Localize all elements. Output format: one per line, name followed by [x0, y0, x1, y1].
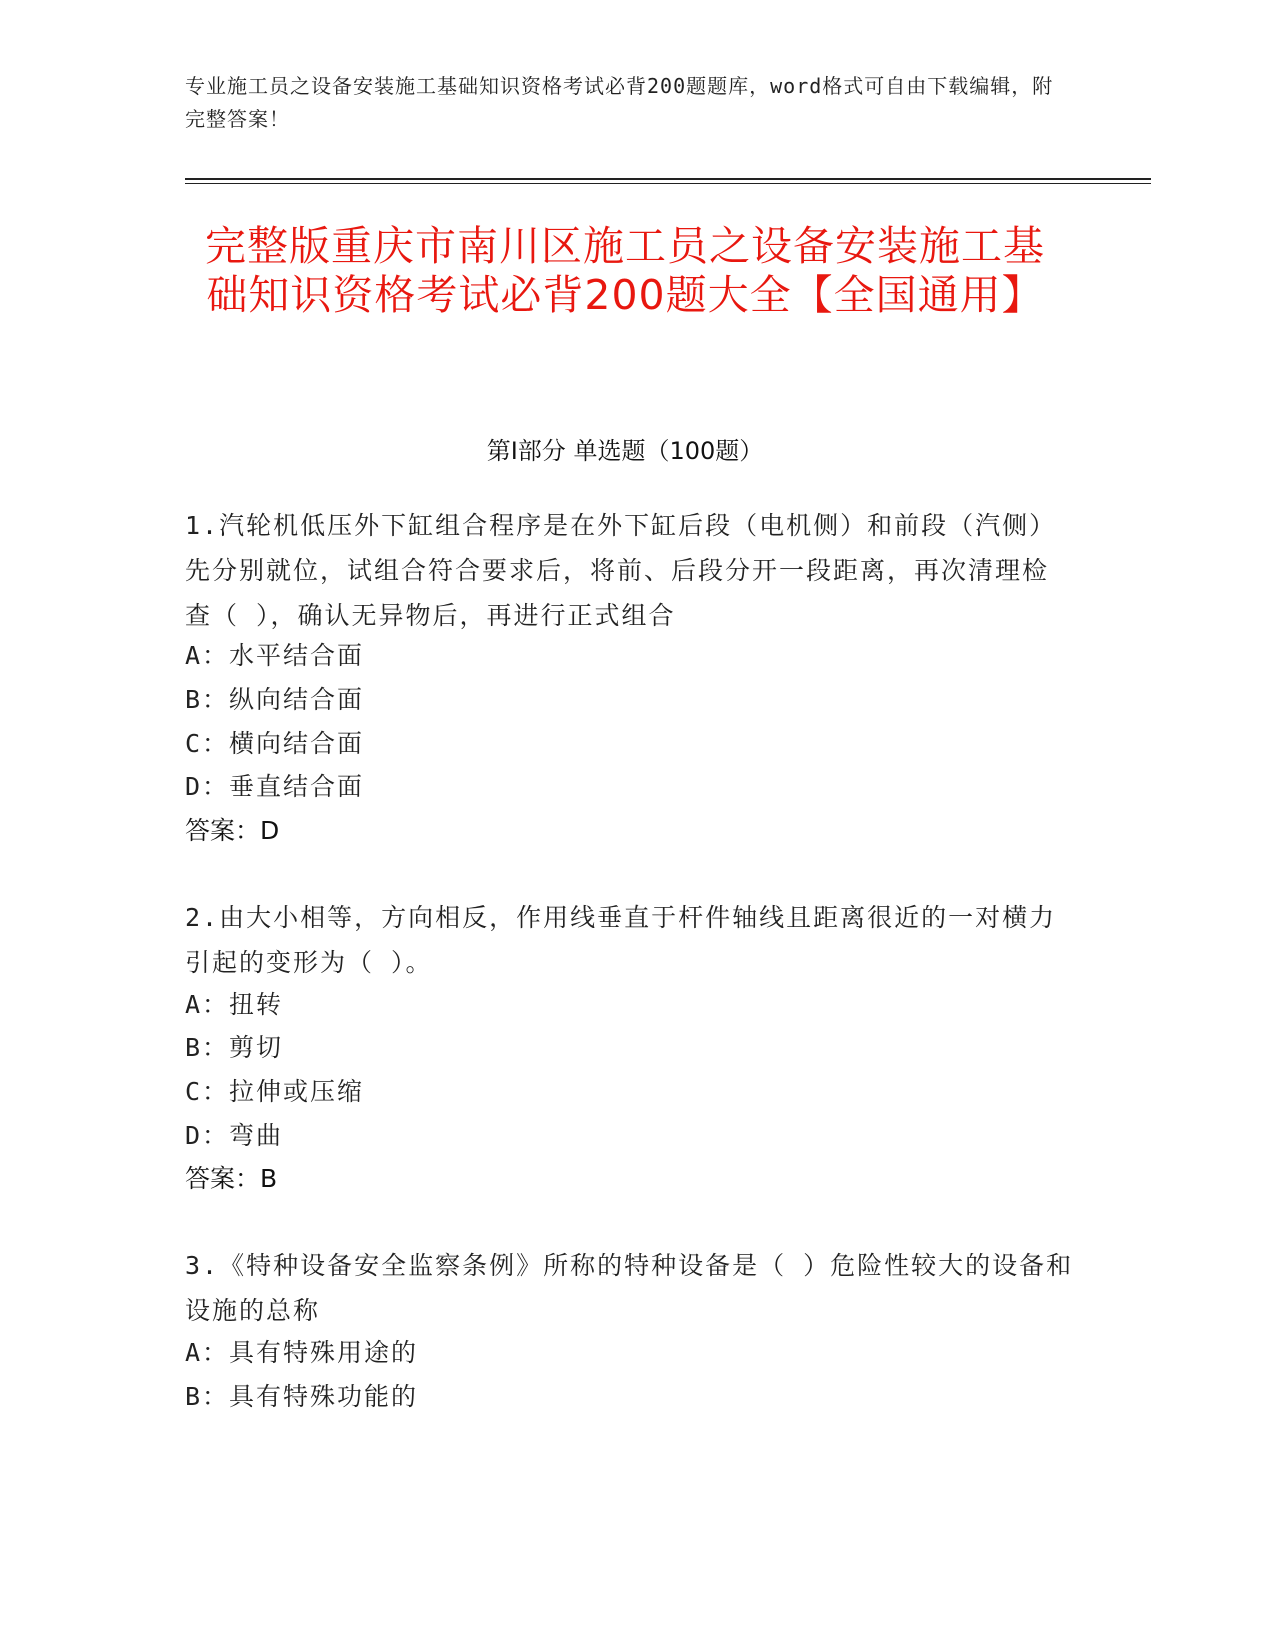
question-1-option-b: B：纵向结合面 — [185, 685, 365, 714]
header-rule-thick — [185, 178, 1151, 180]
header-rule-thin — [185, 183, 1151, 184]
question-3-option-b: B：具有特殊功能的 — [185, 1382, 419, 1411]
section-heading: 第Ⅰ部分 单选题（100题） — [486, 437, 764, 465]
question-2-option-c: C：拉伸或压缩 — [185, 1077, 365, 1106]
question-1-option-d: D：垂直结合面 — [185, 772, 365, 801]
question-2-option-b: B：剪切 — [185, 1033, 284, 1062]
question-3-text: 3.《特种设备安全监察条例》所称的特种设备是（ ）危险性较大的设备和设施的总称 — [185, 1251, 1074, 1325]
question-2-answer: 答案：B — [185, 1164, 278, 1193]
document-title: 完整版重庆市南川区施工员之设备安装施工基础知识资格考试必背200题大全【全国通用】 — [205, 222, 1045, 319]
question-1-answer: 答案：D — [185, 816, 280, 845]
question-3-option-a: A：具有特殊用途的 — [185, 1338, 419, 1367]
question-1-option-a: A：水平结合面 — [185, 641, 365, 670]
question-2-text: 2.由大小相等，方向相反，作用线垂直于杆件轴线且距离很近的一对横力引起的变形为（ ）。 — [185, 903, 1057, 977]
question-2-option-a: A：扭转 — [185, 990, 284, 1019]
header-note: 专业施工员之设备安装施工基础知识资格考试必背200题题库，word格式可自由下载编辑，附完整答案！ — [185, 74, 1054, 131]
question-2-option-d: D：弯曲 — [185, 1121, 284, 1150]
question-1-text: 1.汽轮机低压外下缸组合程序是在外下缸后段（电机侧）和前段（汽侧）先分别就位，试组合符合要求后，将前、后段分开一段距离，再次清理检查（ ），确认无异物后，再进行正式组合 — [185, 511, 1057, 630]
question-1-option-c: C：横向结合面 — [185, 729, 365, 758]
